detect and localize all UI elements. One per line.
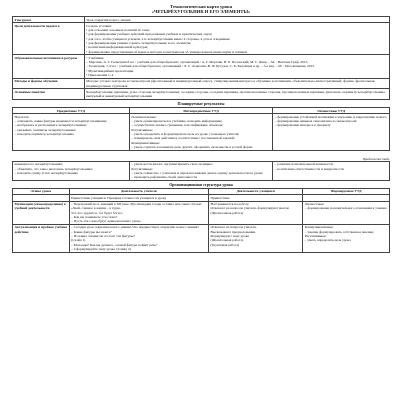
text-line: – Пусть эти слова будут девизом нашего урока — [71, 219, 141, 224]
structure-uud-cell — [303, 224, 390, 252]
info-value — [84, 89, 389, 100]
structure-stage-cell: Актуализация и пробное учебное действие — [13, 224, 70, 252]
text-line: – находить сумму углов четырёхугольника — [14, 170, 78, 175]
results-table — [12, 107, 390, 151]
text-line: Регулятивные: — [304, 234, 327, 239]
text-line: (Фронтальная работа) — [210, 210, 244, 215]
text-line: (Слайд 1) — [71, 238, 86, 243]
text-line: Создать условия: — [86, 23, 112, 28]
text-line: Высказывают предположения. — [210, 229, 256, 234]
info-row — [13, 55, 390, 78]
info-label: Методы и формы обучения — [13, 78, 85, 89]
text-line: – формирование навыков самоанализа и самоконтроля; — [274, 119, 358, 124]
info-row — [13, 78, 390, 89]
results-continuation-table — [12, 161, 390, 181]
text-line: Настраиваются на работу. — [210, 202, 250, 206]
results-meta-cell — [129, 114, 272, 150]
structure-stage-cell: Мотивация (самоопределение) к учебной деятельности — [13, 201, 70, 224]
info-label: Образовательные источники и ресурсы — [13, 55, 85, 78]
text-line: – Какие фигуры вы знаете? — [71, 229, 112, 234]
text-line: Регулятивные: — [131, 166, 154, 171]
info-row — [13, 23, 390, 55]
text-line: • Мультимедийная презентация. — [86, 68, 135, 73]
info-value — [84, 55, 389, 78]
structure-col-students-header: Деятельность учащихся — [209, 188, 303, 194]
text-line: Личностные: — [304, 202, 325, 206]
text-line: – формирование устойчивой мотивации к изучению и закреплению нового; — [274, 114, 388, 119]
results-col-personal-header: Личностные УУД — [273, 108, 390, 114]
text-line: Регулятивные: — [131, 127, 154, 132]
text-line: Методы: устного контроля и самоконтроля (фронтальный и индивидуальный опрос), стимулирования интереса к обучению и мотивации, объяснительно-иллюстративный; формы: фронтальная, индивидуальная, групповая — [86, 79, 376, 88]
text-line: – уметь слушать и понимать речь других, оформлять свои мысли в устной форме — [131, 144, 253, 149]
results-col-subject-header: Предметные УУД — [13, 108, 130, 114]
text-line: Отвечают на вопросы учителя, формулируют мысли — [210, 206, 289, 211]
text-line: Четырёхугольник; вершины, углы, стороны четырёхугольника; соседние стороны, соседние вершины, противоположные стороны, противоположные вершины, диагональ, периметр четырёхугольника, выпуклый и невыпуклый четырёхугольники — [86, 89, 386, 99]
results-subject-cell — [13, 114, 130, 150]
info-value — [84, 78, 389, 89]
text-line: – Мерзляк, А. Г. Геометрия 8 кл. : учебник для общеобразоват. организаций / А. Г. Мерзляк, В. Б. Полонский, М. С. Якир. – М. : Вентана-Граф, 2015. — [86, 60, 309, 65]
document-page — [12, 4, 390, 253]
text-line: Коммуникативные: — [131, 140, 161, 145]
text-line: «Знай, главное в жизни – в труде, — [71, 206, 121, 211]
text-line: (Групповая работа) — [210, 242, 240, 247]
structure-students-cell — [209, 201, 303, 224]
results-col-meta-header: Метапредметные УУД — [129, 108, 272, 114]
text-line: • для формирования учебных действий при решении учебных и практических задач; — [86, 32, 213, 37]
text-line: • Учебники: — [86, 55, 105, 60]
text-line: • формирование представления об идеях и методах геометрии как об универсальном языке науки и техники — [86, 49, 247, 54]
text-line: – планировать свои действия в соответствии с поставленной задачей; — [131, 136, 235, 141]
structure-section-title: Организационная структура урока — [169, 181, 233, 187]
text-line: Познавательные: — [131, 114, 157, 119]
text-line: Коммуникативные: — [304, 225, 334, 230]
results-section-title: Планируемые результаты — [177, 101, 225, 107]
text-line: • для освоения основных понятий по теме; — [86, 28, 150, 33]
structure-students-cell — [209, 224, 303, 252]
structure-teacher-cell — [69, 224, 208, 252]
structure-col-stage-header: Этапы урока — [13, 188, 70, 194]
text-line: Тот, кто трудится, тот будет богат» — [71, 210, 123, 215]
text-line: • Приложения 1–4 — [86, 73, 114, 78]
text-line: – уметь ориентироваться в учебнике, находить информацию; — [131, 119, 223, 124]
text-line: – уметь совместно с учителем и одноклассниками давать оценку деятельности на уроке; — [131, 170, 264, 175]
info-label: Цели деятельности педагога — [13, 23, 85, 55]
document-title: Технологическая карта урока — [169, 4, 232, 9]
text-line: – формирование интереса к предмету — [274, 123, 331, 128]
text-line: Формулируют тему урока — [210, 234, 249, 239]
text-line: – указывать элементы четырёхугольника; — [14, 127, 77, 132]
text-line: – Геометрия, 7–9 кл. : учебник для общеобразоват. организаций / Л. С. Атанасян, В. Ф. Бутузов, С. Б. Кадомцев и др. – 5-е изд. – М. : Просвещение, 2015. — [86, 64, 316, 69]
text-line: – Сегодня урок открытия нового знания. Что предшествует открытию нового знания? — [71, 225, 199, 230]
text-line: – описывать, какие фигуры называются четырёхугольниками; — [14, 119, 107, 124]
text-line: – уметь вести диалог, аргументировать свою позицию; — [131, 162, 213, 167]
text-line: – находить периметр четырёхугольника — [14, 132, 74, 137]
structure-row — [13, 224, 390, 252]
text-line: • воспитания информационной культуры; — [86, 45, 149, 50]
structure-uud-cell — [303, 201, 390, 224]
text-line: (Фронтальная работа) — [210, 238, 244, 243]
text-line: – Сформулируйте тему урока. (Слайд 2) — [71, 246, 131, 251]
text-line: Научатся: — [14, 114, 30, 119]
info-label: Основные понятия — [13, 89, 85, 100]
text-line: – Персидский поэт, живший в XII веке, Муслихиддин Саади оставил нам такие строки: — [71, 202, 202, 206]
text-line: – Молодцы! Как вы думаете, о какой фигуре пойдёт речь? — [71, 242, 158, 247]
text-line: Урок открытия нового знания — [86, 17, 131, 22]
document-subtitle: «ЧЕТЫРЁХУГОЛЬНИК И ЕГО ЭЛЕМЕНТЫ» — [151, 9, 251, 14]
results-personal-cell — [273, 114, 390, 150]
info-value — [84, 23, 389, 55]
continuation-personal-cell — [273, 161, 390, 180]
text-line: – воспитание ответственности и аккуратности — [274, 166, 344, 171]
info-row — [13, 89, 390, 100]
text-line: – умение формулировать собственное мнение; — [304, 229, 375, 234]
text-line: Приветствие учащихся. Проверка готовности учащихся к уроку — [71, 195, 167, 200]
text-line: – Из каких элементов состоят эти фигуры? — [71, 234, 135, 239]
text-line: – изображать и распознавать четырёхугольники; — [14, 123, 87, 128]
text-line: – объяснять, что такое диагональ четырёхугольника; — [14, 166, 93, 171]
structure-col-teacher-header: Деятельность учителя — [69, 188, 208, 194]
text-line: – уметь определять цель урока — [304, 238, 351, 243]
structure-row — [13, 201, 390, 224]
continuation-meta-cell — [129, 161, 272, 180]
info-label: Тип урока — [13, 17, 85, 23]
text-line: • для формирования умения строить четырёхугольник и его элементы; — [86, 40, 192, 45]
text-line: Отвечают на вопросы учителя. — [210, 225, 257, 230]
text-line: Приветствие — [210, 195, 230, 200]
lesson-structure-table — [12, 188, 390, 253]
text-line: – проводить рефлексию своей деятельности — [131, 175, 197, 180]
lesson-info-table — [12, 16, 390, 100]
text-line: невыпуклого четырёхугольника; — [14, 162, 63, 167]
structure-col-uud-header: Формируемые УУД — [303, 188, 390, 194]
text-line: – Как вы понимаете эти слова? — [71, 214, 118, 219]
text-line: – осуществлять анализ, сравнение, классификацию объектов; — [131, 123, 224, 128]
text-line: – формирование положительного отношения к учению — [304, 206, 387, 211]
text-line: – развитие познавательной активности; — [274, 162, 334, 167]
continuation-note: Продолжение табл. — [362, 156, 390, 161]
text-line: – уметь определять и формулировать цель на уроке с помощью учителя; — [131, 132, 240, 137]
continuation-subject-cell — [13, 161, 130, 180]
text-line: • для того, чтобы учащиеся усвоили, что четырёхугольник имеет 4 стороны, 4 угла и 4 вершины; — [86, 36, 231, 41]
structure-teacher-cell — [69, 201, 208, 224]
